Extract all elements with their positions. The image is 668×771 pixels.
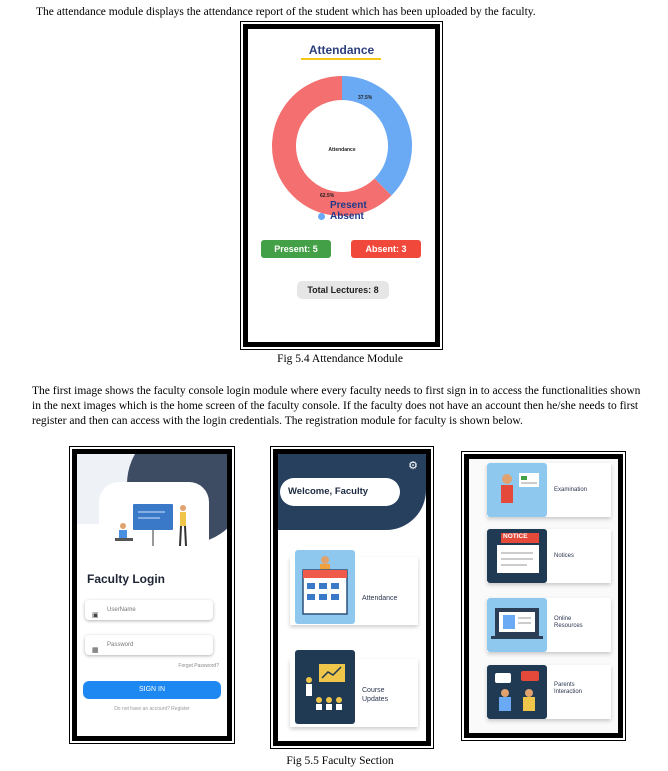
login-title: Faculty Login — [87, 572, 165, 586]
faculty-home-phone-frame — [271, 447, 433, 748]
legend-absent-label: Absent — [330, 211, 364, 222]
attendance-title: Attendance — [308, 43, 375, 57]
figure-caption-5-5: Fig 5.5 Faculty Section — [286, 755, 394, 767]
donut-slice-absent — [342, 88, 400, 187]
examination-label: Examination — [554, 487, 588, 493]
course-label-line1: Course — [362, 687, 385, 694]
online-resources-icon — [487, 598, 547, 652]
parents-interaction-label — [554, 682, 582, 696]
menu-phone-frame — [462, 452, 625, 740]
online-resources-label — [554, 616, 583, 630]
notice-sign-text: NOTICE — [503, 533, 528, 540]
course-label-line2: Updates — [362, 696, 389, 703]
absent-count-button[interactable]: Absent: 3 — [351, 240, 421, 258]
legend-present-label: Present — [330, 200, 367, 211]
present-percent-label: 62.5% — [320, 193, 335, 199]
sign-in-button[interactable]: SIGN IN — [83, 681, 221, 699]
absent-dot-icon — [318, 213, 325, 220]
username-field[interactable] — [85, 600, 213, 620]
attendance-screen — [248, 29, 435, 342]
attendance-donut-chart — [267, 71, 417, 221]
parents-label-line1: Parents — [554, 682, 575, 688]
attendance-calendar-icon — [295, 550, 355, 624]
course-presentation-icon — [295, 650, 355, 724]
faculty-paragraph-line2: in the next images which is the home screen of the faculty console. If the faculty does not have an account then he/she needs to first — [32, 400, 639, 412]
password-placeholder: Password — [107, 642, 134, 648]
title-underline — [301, 58, 381, 60]
register-link[interactable]: Do not have an account? Register — [114, 706, 190, 712]
faculty-home-screen — [278, 454, 426, 741]
welcome-banner: Welcome, Faculty — [280, 478, 400, 506]
donut-center-label: Attendance — [328, 147, 356, 153]
lock-icon: ▦ — [92, 647, 99, 654]
parents-label-line2: Interaction — [554, 689, 583, 695]
total-lectures-button[interactable]: Total Lectures: 8 — [297, 281, 389, 299]
legend-absent — [318, 211, 367, 222]
parents-interaction-icon — [487, 665, 547, 719]
user-icon: ▣ — [92, 612, 99, 619]
faculty-paragraph-line3: register and then can access with the login credentials. The registration module for faculty is shown below. — [32, 415, 523, 427]
login-screen — [77, 454, 227, 736]
course-updates-card-label — [362, 686, 388, 704]
legend-present — [318, 200, 367, 211]
presentation-illustration-icon — [105, 494, 205, 554]
absent-percent-label: 37.5% — [358, 95, 373, 101]
menu-screen — [469, 459, 618, 733]
username-placeholder: UserName — [107, 607, 136, 613]
password-field[interactable] — [85, 635, 213, 655]
intro-paragraph: The attendance module displays the attendance report of the student which has been uploaded by the faculty. — [36, 6, 536, 18]
faculty-paragraph-line1: The first image shows the faculty console login module where every faculty needs to first sign in to access the functionalities shown — [32, 385, 641, 397]
notices-label: Notices — [554, 553, 575, 559]
figure-caption-5-4: Fig 5.4 Attendance Module — [277, 353, 403, 365]
attendance-card-label: Attendance — [362, 595, 398, 602]
online-label-line1: Online — [554, 616, 572, 622]
present-count-button[interactable]: Present: 5 — [261, 240, 331, 258]
online-label-line2: Resources — [554, 623, 583, 629]
examination-icon — [487, 463, 547, 517]
chart-legend — [318, 200, 367, 222]
gear-icon[interactable]: ⚙ — [408, 460, 418, 472]
login-phone-frame — [70, 447, 234, 743]
present-dot-icon — [318, 202, 325, 209]
attendance-phone-frame — [241, 22, 442, 349]
forgot-password-link[interactable]: Forgot Password? — [178, 663, 219, 669]
